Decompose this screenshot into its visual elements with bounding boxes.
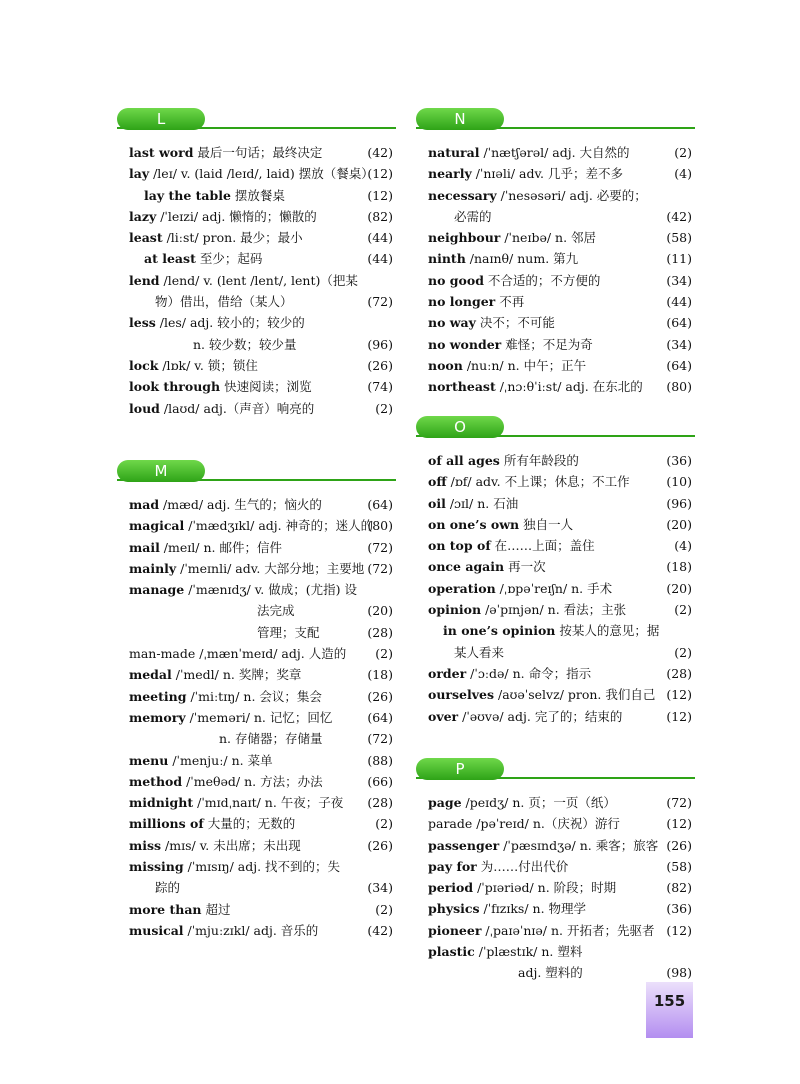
entry-page-ref: (2) xyxy=(375,400,393,416)
entry-page-ref: (28) xyxy=(367,624,393,640)
entry-definition: 摆放餐桌 xyxy=(230,187,285,203)
glossary-entry xyxy=(428,556,692,577)
entry-definition: /ˈəʊvə/ adj. 完了的；结束的 xyxy=(458,708,623,724)
entry-definition: n. 存储器；存储量 xyxy=(219,731,323,747)
section-letter-tab: L xyxy=(117,108,205,130)
entry-definition: 大量的；无数的 xyxy=(203,816,296,832)
entry-definition: 某人看来 xyxy=(454,644,505,660)
glossary-entry xyxy=(129,163,393,184)
entry-definition: /leɪ/ v. (laid /leɪd/, laid) 摆放（餐桌） xyxy=(149,166,374,182)
glossary-entry xyxy=(428,248,692,269)
entry-headword: over xyxy=(428,708,459,724)
entry-definition: 在……上面；盖住 xyxy=(490,538,595,554)
entry-headword: of all ages xyxy=(428,453,500,468)
glossary-entry xyxy=(129,877,393,898)
entry-page-ref: (36) xyxy=(666,453,692,468)
entry-definition: /ˈpæsɪndʒə/ n. 乘客；旅客 xyxy=(499,837,659,853)
glossary-entry xyxy=(129,856,393,877)
section-header xyxy=(428,758,692,780)
glossary-entry xyxy=(428,663,692,684)
entry-definition: /ˈmɪsɪŋ/ adj. 找不到的；失 xyxy=(183,859,341,875)
entry-page-ref: (4) xyxy=(674,166,692,182)
entry-headword: natural xyxy=(428,145,480,160)
entry-headword: millions of xyxy=(129,816,204,832)
glossary-entry xyxy=(129,376,393,397)
entry-definition: /ˈmedl/ n. 奖牌；奖章 xyxy=(171,667,302,683)
entry-definition: /ˈmjuːzɪkl/ adj. 音乐的 xyxy=(183,922,319,938)
entry-page-ref: (72) xyxy=(367,539,393,555)
entry-definition: 最后一句话；最终决定 xyxy=(193,145,323,160)
entry-page-ref: (34) xyxy=(666,336,692,352)
entry-definition: /lɒk/ v. 锁；锁住 xyxy=(158,357,258,373)
entry-page-ref: (80) xyxy=(666,379,692,395)
entry-page-ref: (18) xyxy=(666,559,692,575)
entry-definition: /ˈmiːtɪŋ/ n. 会议；集会 xyxy=(186,688,322,704)
entry-page-ref: (72) xyxy=(367,560,393,576)
glossary-entry xyxy=(129,355,393,376)
entry-headword: once again xyxy=(428,559,505,575)
entry-headword: no longer xyxy=(428,294,496,310)
glossary-entry xyxy=(428,578,692,599)
entry-page-ref: (82) xyxy=(367,208,393,224)
entry-headword: passenger xyxy=(428,837,500,853)
entry-definition: 独自一人 xyxy=(519,516,574,532)
entry-page-ref: (2) xyxy=(674,145,692,160)
entry-headword: magical xyxy=(129,518,185,534)
entry-definition: 难怪；不足为奇 xyxy=(501,336,593,352)
entry-headword: lend xyxy=(129,272,160,288)
entry-headword: oil xyxy=(428,495,446,511)
entry-definition: /mæd/ adj. 生气的；恼火的 xyxy=(159,497,322,512)
entry-definition: 法完成 xyxy=(257,603,295,619)
entry-headword: at least xyxy=(144,251,196,267)
entry-headword: on top of xyxy=(428,538,491,554)
entry-definition: 再一次 xyxy=(504,559,546,575)
entry-definition: /ˈmænɪdʒ/ v. 做成；(尤指) 设 xyxy=(184,582,357,598)
glossary-entry xyxy=(428,684,692,705)
entry-headword: no way xyxy=(428,315,476,331)
glossary-entry xyxy=(428,535,692,556)
entry-definition: /ˌpaɪəˈnɪə/ n. 开拓者；先驱者 xyxy=(481,922,655,938)
entry-definition: /peɪdʒ/ n. 页；一页（纸） xyxy=(461,795,616,810)
entry-headword: on one’s own xyxy=(428,516,520,532)
entry-headword: opinion xyxy=(428,602,482,618)
section-header xyxy=(129,460,393,482)
section-n xyxy=(428,108,692,398)
entry-definition: 至少；起码 xyxy=(195,251,263,267)
entry-headword: off xyxy=(428,474,447,490)
entry-headword: lock xyxy=(129,357,159,373)
entry-page-ref: (20) xyxy=(367,603,393,619)
glossary-entry xyxy=(129,248,393,269)
glossary-entry xyxy=(428,835,692,856)
entry-page-ref: (18) xyxy=(367,667,393,683)
entry-page-ref: (88) xyxy=(367,752,393,768)
entry-headword: midnight xyxy=(129,795,194,811)
entry-page-ref: (20) xyxy=(666,516,692,532)
entry-definition: /ˈnesəsəri/ adj. 必要的； xyxy=(496,187,647,203)
glossary-entry xyxy=(428,227,692,248)
entry-headword: northeast xyxy=(428,379,496,395)
entry-page-ref: (28) xyxy=(666,665,692,681)
glossary-entry xyxy=(129,899,393,920)
entry-headword: plastic xyxy=(428,944,475,960)
section-m xyxy=(129,460,393,941)
entry-definition: /aʊəˈselvz/ pron. 我们自己 xyxy=(494,687,656,703)
entry-headword: nearly xyxy=(428,166,472,182)
entry-headword: in one’s opinion xyxy=(443,623,556,639)
glossary-entry xyxy=(129,494,393,515)
entry-page-ref: (44) xyxy=(367,251,393,267)
entry-headword: musical xyxy=(129,922,184,938)
entry-headword: no good xyxy=(428,272,484,288)
glossary-entry xyxy=(428,856,692,877)
entry-page-ref: (28) xyxy=(367,795,393,811)
entry-page-ref: (42) xyxy=(367,145,393,160)
entry-headword: neighbour xyxy=(428,230,501,246)
entry-page-ref: (12) xyxy=(666,816,692,832)
entry-page-ref: (10) xyxy=(666,474,692,490)
entry-page-ref: (34) xyxy=(367,880,393,896)
section-header xyxy=(428,416,692,438)
entry-definition: /nuːn/ n. 中午；正午 xyxy=(462,357,587,373)
glossary-entry xyxy=(129,515,393,536)
entry-page-ref: (96) xyxy=(367,336,393,352)
entry-headword: look through xyxy=(129,379,221,395)
entry-headword: menu xyxy=(129,752,169,768)
entry-headword: period xyxy=(428,880,474,896)
entry-headword: necessary xyxy=(428,187,497,203)
entry-page-ref: (11) xyxy=(666,251,692,267)
entry-definition: /ˈnɪəli/ adv. 几乎；差不多 xyxy=(471,166,623,182)
entry-page-ref: (44) xyxy=(367,230,393,246)
entry-definition: 所有年龄段的 xyxy=(499,453,579,468)
entry-page-ref: (12) xyxy=(367,166,393,182)
entry-page-ref: (42) xyxy=(666,208,692,224)
glossary-entry xyxy=(428,920,692,941)
glossary-entry xyxy=(129,185,393,206)
section-letter-tab: M xyxy=(117,460,205,482)
glossary-entry xyxy=(428,599,692,620)
glossary-entry xyxy=(129,334,393,355)
entry-definition: /les/ adj. 较小的；较少的 xyxy=(155,315,305,331)
entry-definition: /naɪnθ/ num. 第九 xyxy=(465,251,579,267)
glossary-entry xyxy=(428,620,692,641)
entry-definition: adj. 塑料的 xyxy=(518,965,583,981)
glossary-entry xyxy=(428,270,692,291)
entry-headword: noon xyxy=(428,357,463,373)
glossary-entry xyxy=(129,206,393,227)
entry-definition: man-made /ˌmænˈmeɪd/ adj. 人造的 xyxy=(129,646,347,662)
entry-headword: ourselves xyxy=(428,687,495,703)
entry-headword: manage xyxy=(129,582,185,598)
entry-definition: /lend/ v. (lent /lent/, lent)（把某 xyxy=(159,272,358,288)
entry-page-ref: (74) xyxy=(367,379,393,395)
entry-page-ref: (2) xyxy=(674,644,692,660)
entry-definition: /ˌɒpəˈreɪʃn/ n. 手术 xyxy=(495,580,613,596)
entry-definition: /liːst/ pron. 最少；最小 xyxy=(162,230,303,246)
entry-page-ref: (64) xyxy=(666,315,692,331)
glossary-entry xyxy=(129,728,393,749)
entry-headword: order xyxy=(428,665,467,681)
entry-definition: /meɪl/ n. 邮件；信件 xyxy=(159,539,282,555)
entry-definition: /ˈmeɪnli/ adv. 大部分地；主要地 xyxy=(176,560,365,576)
section-o xyxy=(428,416,692,727)
entry-definition: /əˈpɪnjən/ n. 看法；主张 xyxy=(481,602,627,618)
glossary-entry xyxy=(428,941,692,962)
glossary-entry xyxy=(428,312,692,333)
entry-definition: 按某人的意见；据 xyxy=(555,623,660,639)
entry-definition: 快速阅读；浏览 xyxy=(220,379,312,395)
entry-page-ref: (12) xyxy=(666,922,692,938)
glossary-entry xyxy=(428,185,692,206)
section-letter-tab: P xyxy=(416,758,504,780)
section-header xyxy=(129,108,393,130)
glossary-entry xyxy=(428,962,692,983)
entry-page-ref: (26) xyxy=(367,357,393,373)
glossary-entry xyxy=(129,291,393,312)
entry-definition: /ˈmeθəd/ n. 方法；办法 xyxy=(182,773,323,789)
glossary-entry xyxy=(129,771,393,792)
entry-definition: /ˈɔːdə/ n. 命令；指示 xyxy=(466,665,592,681)
entry-definition: 不合适的；不方便的 xyxy=(483,272,601,288)
section-letter-tab: O xyxy=(416,416,504,438)
glossary-entry xyxy=(129,579,393,600)
glossary-entry xyxy=(129,142,393,163)
entry-headword: page xyxy=(428,795,462,810)
entry-definition: /ˈfɪzɪks/ n. 物理学 xyxy=(479,901,587,917)
entry-headword: miss xyxy=(129,837,162,853)
entry-page-ref: (26) xyxy=(367,837,393,853)
entry-page-ref: (12) xyxy=(367,187,393,203)
entry-page-ref: (72) xyxy=(367,731,393,747)
entry-page-ref: (44) xyxy=(666,294,692,310)
glossary-entry xyxy=(428,792,692,813)
entry-headword: missing xyxy=(129,859,184,875)
glossary-entry xyxy=(428,706,692,727)
entry-definition: /ˈmɪdˌnaɪt/ n. 午夜；子夜 xyxy=(193,795,344,811)
section-l xyxy=(129,108,393,419)
entry-definition: /ˈmædʒɪkl/ adj. 神奇的；迷人的 xyxy=(184,518,374,534)
glossary-entry xyxy=(428,877,692,898)
entry-headword: mad xyxy=(129,497,160,512)
entry-definition: /ˈnætʃərəl/ adj. 大自然的 xyxy=(479,145,630,160)
entry-definition: 为……付出代价 xyxy=(476,858,569,874)
glossary-entry xyxy=(428,450,692,471)
glossary-entry xyxy=(129,398,393,419)
entry-headword: least xyxy=(129,230,163,246)
entry-headword: pioneer xyxy=(428,922,482,938)
glossary-entry xyxy=(129,643,393,664)
entry-headword: no wonder xyxy=(428,336,502,352)
entry-headword: loud xyxy=(129,400,160,416)
entry-headword: physics xyxy=(428,901,480,917)
glossary-entry xyxy=(129,664,393,685)
entry-definition: /ˈplæstɪk/ n. 塑料 xyxy=(474,944,583,960)
glossary-entry xyxy=(428,334,692,355)
entry-definition: /ˈmenjuː/ n. 菜单 xyxy=(168,752,273,768)
glossary-entry xyxy=(129,312,393,333)
entry-headword: pay for xyxy=(428,858,477,874)
entry-definition: n. 较少数；较少量 xyxy=(193,336,297,352)
glossary-entry xyxy=(129,558,393,579)
entry-page-ref: (64) xyxy=(666,357,692,373)
entry-page-ref: (20) xyxy=(666,580,692,596)
section-p xyxy=(428,758,692,984)
entry-page-ref: (34) xyxy=(666,272,692,288)
glossary-entry xyxy=(428,142,692,163)
entry-headword: more than xyxy=(129,901,202,917)
entry-page-ref: (26) xyxy=(666,837,692,853)
glossary-entry xyxy=(428,376,692,397)
entry-headword: lay the table xyxy=(144,187,231,203)
entry-headword: mail xyxy=(129,539,160,555)
entry-page-ref: (72) xyxy=(666,795,692,810)
entry-page-ref: (2) xyxy=(375,646,393,662)
entry-headword: mainly xyxy=(129,560,177,576)
entry-headword: meeting xyxy=(129,688,187,704)
entry-headword: operation xyxy=(428,580,496,596)
glossary-entry xyxy=(428,493,692,514)
entry-definition: 必需的 xyxy=(454,208,492,224)
entry-page-ref: (4) xyxy=(674,538,692,554)
glossary-entry xyxy=(129,537,393,558)
entry-definition: 管理；支配 xyxy=(257,624,320,640)
entry-definition: 踪的 xyxy=(155,880,181,896)
entry-headword: lay xyxy=(129,166,150,182)
entry-page-ref: (96) xyxy=(666,495,692,511)
entry-headword: ninth xyxy=(428,251,466,267)
entry-definition: parade /pəˈreɪd/ n.（庆祝）游行 xyxy=(428,816,620,832)
glossary-entry xyxy=(428,163,692,184)
glossary-entry xyxy=(428,206,692,227)
glossary-entry xyxy=(129,835,393,856)
entry-definition: 不再 xyxy=(495,294,525,310)
entry-definition: /ˌnɔːθˈiːst/ adj. 在东北的 xyxy=(495,379,643,395)
entry-definition: /laʊd/ adj.（声音）响亮的 xyxy=(159,400,315,416)
entry-page-ref: (26) xyxy=(367,688,393,704)
entry-page-ref: (82) xyxy=(666,880,692,896)
glossary-entry xyxy=(129,813,393,834)
entry-definition: /ˈneɪbə/ n. 邻居 xyxy=(500,230,597,246)
glossary-entry xyxy=(428,813,692,834)
glossary-entry xyxy=(129,750,393,771)
glossary-entry xyxy=(129,227,393,248)
entry-page-ref: (58) xyxy=(666,230,692,246)
glossary-entry xyxy=(428,291,692,312)
glossary-entry xyxy=(129,270,393,291)
glossary-entry xyxy=(129,600,393,621)
entry-headword: method xyxy=(129,773,183,789)
page-number-badge xyxy=(646,982,693,1038)
entry-definition: /ˈleɪzi/ adj. 懒惰的；懒散的 xyxy=(156,208,317,224)
entry-page-ref: (2) xyxy=(375,901,393,917)
entry-definition: /ˈmeməri/ n. 记忆；回忆 xyxy=(185,709,333,725)
entry-page-ref: (58) xyxy=(666,858,692,874)
entry-page-ref: (36) xyxy=(666,901,692,917)
entry-page-ref: (80) xyxy=(367,518,393,534)
entry-page-ref: (72) xyxy=(367,294,393,310)
entry-page-ref: (66) xyxy=(367,773,393,789)
entry-definition: 超过 xyxy=(201,901,231,917)
entry-headword: medal xyxy=(129,667,172,683)
entry-definition: /ɒf/ adv. 不上课；休息；不工作 xyxy=(446,474,630,490)
page-number: 155 xyxy=(653,992,686,1010)
entry-definition: /ɔɪl/ n. 石油 xyxy=(445,495,519,511)
entry-page-ref: (98) xyxy=(666,965,692,981)
entry-headword: last word xyxy=(129,145,194,160)
entry-page-ref: (12) xyxy=(666,687,692,703)
entry-definition: 决不；不可能 xyxy=(475,315,555,331)
glossary-entry xyxy=(129,686,393,707)
entry-page-ref: (64) xyxy=(367,497,393,512)
glossary-entry xyxy=(428,642,692,663)
entry-page-ref: (2) xyxy=(674,602,692,618)
entry-page-ref: (42) xyxy=(367,922,393,938)
glossary-entry xyxy=(129,707,393,728)
entry-definition: /ˈpɪəriəd/ n. 阶段；时期 xyxy=(473,880,617,896)
entry-page-ref: (2) xyxy=(375,816,393,832)
glossary-entry xyxy=(428,355,692,376)
glossary-entry xyxy=(428,471,692,492)
entry-definition: /mɪs/ v. 未出席；未出现 xyxy=(161,837,301,853)
section-header xyxy=(428,108,692,130)
entry-definition: 物）借出，借给（某人） xyxy=(155,294,293,310)
glossary-entry xyxy=(129,920,393,941)
glossary-entry xyxy=(428,898,692,919)
entry-page-ref: (12) xyxy=(666,708,692,724)
entry-headword: lazy xyxy=(129,208,157,224)
entry-headword: less xyxy=(129,315,156,331)
section-letter-tab: N xyxy=(416,108,504,130)
glossary-entry xyxy=(129,792,393,813)
glossary-entry xyxy=(129,622,393,643)
entry-headword: memory xyxy=(129,709,186,725)
glossary-entry xyxy=(428,514,692,535)
entry-page-ref: (64) xyxy=(367,709,393,725)
